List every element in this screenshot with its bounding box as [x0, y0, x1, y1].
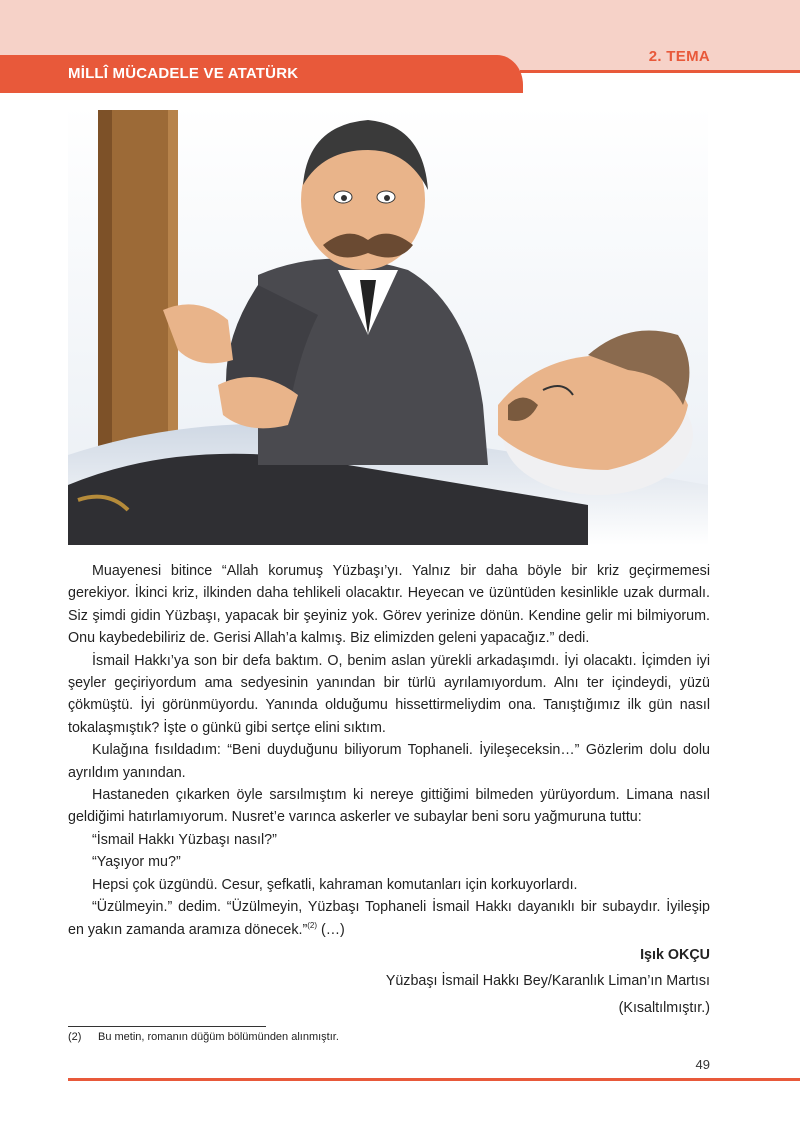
paragraph: Hastaneden çıkarken öyle sarsılmıştım ki nereye gittiğimi bilmeden yürüyordum. Limana nasıl geldiğimi hatırlamıyorum. Nusret’e varınca askerler ve subaylar beni soru yağmuruna tuttu: — [68, 787, 710, 826]
chapter-title: MİLLÎ MÜCADELE VE ATATÜRK — [68, 65, 299, 82]
paragraph: “İsmail Hakkı Yüzbaşı nasıl?” — [92, 831, 277, 848]
footer-rule — [68, 1078, 800, 1081]
footnote — [68, 1031, 339, 1043]
paragraph-final — [68, 896, 710, 941]
page-number: 49 — [695, 1057, 710, 1072]
paragraph: Hepsi çok üzgündü. Cesur, şefkatli, kahraman komutanları için korkuyorlardı. — [92, 876, 578, 893]
ellipsis: (…) — [317, 921, 345, 938]
footnote-number: (2) — [68, 1031, 82, 1043]
author-name: Işık OKÇU — [640, 946, 710, 963]
illustration-doctor-and-patient — [68, 105, 708, 545]
paragraph: Kulağına fısıldadım: “Beni duyduğunu biliyorum Tophaneli. İyileşeceksin…” Gözlerim dolu dolu ayrıldım yanından. — [68, 742, 710, 781]
paragraph: İsmail Hakkı’ya son bir defa baktım. O, benim aslan yürekli arkadaşımdı. İyi olacaktı. İçimden iyi şeyler geçiriyordum ama sedyesinin yanından bir türlü ayrılamıyordum. Alnı ter içindeydi, yüzü çökmüştü. İyi görünmüyordu. Yanında olduğumu hissettirmeliydim ona. Tanıştığımız ilk gün nasıl tokalaşmıştık? İşte o günkü gibi sertçe elini sıktım. — [68, 652, 710, 736]
door-frame — [98, 110, 178, 455]
story-text — [68, 560, 710, 1019]
source-title: Yüzbaşı İsmail Hakkı Bey/Karanlık Liman’ın Martısı — [385, 973, 710, 990]
paragraph-final-text: “Üzülmeyin.” dedim. “Üzülmeyin, Yüzbaşı Tophaneli İsmail Hakkı dayanıklı bir subaydır. İyileşip en yakın zamanda aramıza dönecek.” — [68, 899, 710, 938]
footnote-divider — [68, 1026, 266, 1027]
theme-label: 2. TEMA — [648, 48, 710, 65]
footnote-text: Bu metin, romanın düğüm bölümünden alınmıştır. — [98, 1031, 339, 1043]
paragraph: Muayenesi bitince “Allah korumuş Yüzbaşı’yı. Yalnız bir daha böyle bir kriz geçirmemesi gerekiyor. İkinci kriz, ilkinden daha tehlikeli olacaktır. Heyecan ve üzüntüden kesinlikle uzak durmalı. Siz şimdi gidin Yüzbaşı, yapacak bir şeyiniz yok. Görev yerinize dönün. Kendine gelir mi bilmiyorum. Onu kaybedebiliriz de. Gerisi Allah’a kalmış. Biz elimizden geleni yapacağız.” dedi. — [68, 563, 710, 647]
paragraph: “Yaşıyor mu?” — [92, 854, 181, 871]
shortened-note: (Kısaltılmıştır.) — [618, 999, 710, 1016]
header-rule — [520, 70, 800, 73]
footnote-reference: (2) — [307, 920, 317, 930]
